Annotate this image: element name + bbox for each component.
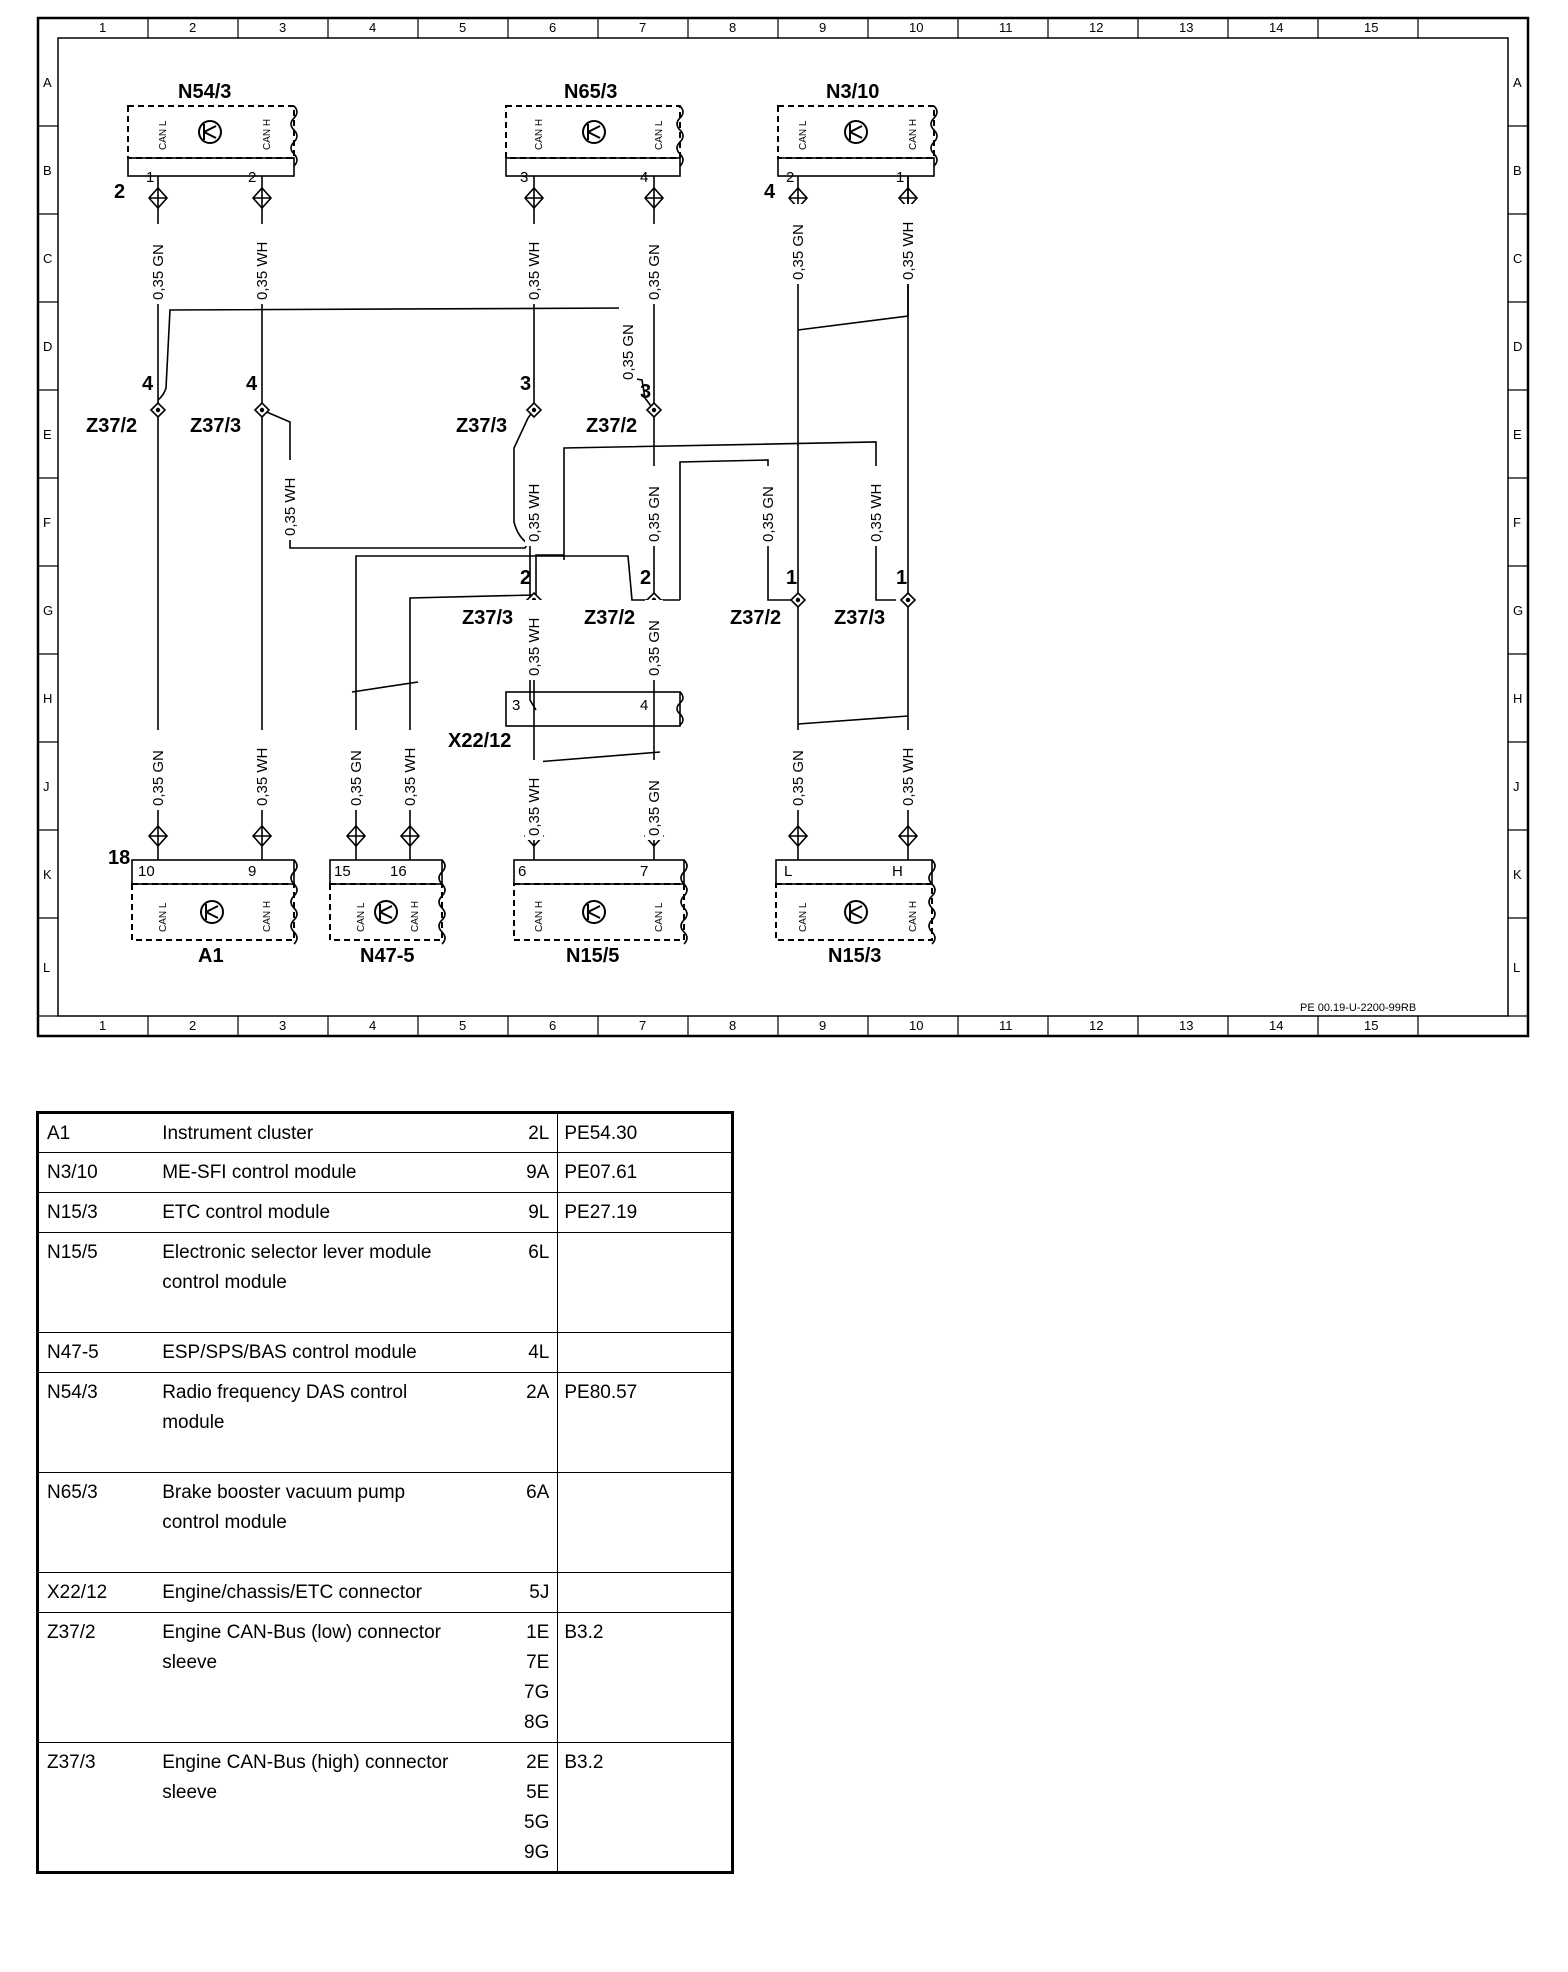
transistor-icon (199, 121, 221, 143)
legend-reference: PE07.61 (558, 1153, 733, 1193)
diagram-reference: PE 00.19-U-2200-99RB (1300, 1002, 1417, 1014)
legend-description (162, 1473, 496, 1573)
wire-label: 0,35 GN (646, 620, 663, 676)
can-label: CAN H (410, 900, 421, 932)
grid-row-label: H (43, 691, 53, 706)
pin-x22-4: 4 (640, 697, 649, 714)
wire-n47-gn (356, 556, 654, 860)
legend-row (38, 1153, 733, 1193)
grid-row-label: B (1513, 163, 1522, 178)
grid-column-label: 6 (549, 20, 557, 35)
grid-column-label: 1 (99, 20, 107, 35)
component-legend-table (36, 1111, 734, 1874)
grid-row-label: A (1513, 75, 1522, 90)
pin-n65-3: 3 (520, 169, 529, 186)
splice-pin-2e: 4 (246, 373, 258, 395)
can-label: CAN L (158, 120, 169, 150)
grid-column-label: 1 (99, 1018, 107, 1033)
grid-column-label: 3 (279, 20, 287, 35)
splice-label-5e: Z37/3 (456, 415, 508, 437)
splice-pin-7e: 3 (640, 381, 652, 403)
wire-label: 0,35 GN (646, 244, 663, 300)
can-label: CAN L (798, 902, 809, 932)
legend-location (496, 1613, 558, 1743)
legend-row (38, 1193, 733, 1233)
component-label-n15-5: N15/5 (566, 945, 620, 967)
splice-label-7e: Z37/2 (586, 415, 638, 437)
splice-icon (151, 403, 165, 417)
legend-location-line: 8G (524, 1712, 550, 1733)
legend-description-line: ETC control module (162, 1202, 331, 1223)
legend-location-line: 4L (528, 1342, 550, 1363)
grid-column-label: 7 (639, 20, 647, 35)
grid-column-label: 14 (1269, 1018, 1284, 1033)
legend-location-line: 7G (524, 1682, 550, 1703)
transistor-icon (845, 121, 867, 143)
grid-row-label: J (43, 779, 50, 794)
legend-location-line: 9A (526, 1162, 550, 1183)
wire-e1-branch (158, 308, 630, 400)
callout-n54: 2 (114, 181, 126, 203)
legend-location (496, 1193, 558, 1233)
legend-row (38, 1743, 733, 1873)
legend-code: N54/3 (38, 1373, 163, 1473)
wire-label: 0,35 WH (254, 241, 271, 300)
grid-row-label: L (43, 960, 51, 975)
legend-row (38, 1613, 733, 1743)
grid-column-label: 13 (1179, 1018, 1194, 1033)
component-label-n15-3: N15/3 (828, 945, 882, 967)
can-label: CAN L (356, 902, 367, 932)
wire-label: 0,35 GN (620, 324, 637, 380)
wire-bus-join (536, 555, 564, 600)
strip-a1 (132, 860, 294, 884)
grid-row-label: F (43, 515, 51, 530)
wire-n15-3-cross (798, 716, 908, 724)
grid-row-label: F (1513, 515, 1521, 530)
splice-icon (791, 593, 805, 607)
can-label: CAN L (654, 902, 665, 932)
legend-row (38, 1473, 733, 1573)
splice-pin-5e: 3 (520, 373, 532, 395)
legend-description (162, 1373, 496, 1473)
component-label-a1: A1 (198, 945, 224, 967)
splice-pin-1e: 4 (142, 373, 154, 395)
wire-n47-wh (410, 595, 534, 860)
component-label-x22-12: X22/12 (448, 730, 512, 752)
strip-n15-3 (776, 860, 932, 884)
legend-location-line: 2E (526, 1752, 550, 1773)
legend-code: N65/3 (38, 1473, 163, 1573)
wire-label: 0,35 WH (526, 777, 543, 836)
can-label: CAN L (158, 902, 169, 932)
pin-n15-5-6: 6 (518, 863, 527, 880)
legend-description-line: Engine CAN-Bus (high) connector (162, 1752, 449, 1773)
splice-label-8g: Z37/2 (730, 607, 782, 629)
legend-code: N15/5 (38, 1233, 163, 1333)
wire-label: 0,35 GN (790, 750, 807, 806)
grid-row-label: D (1513, 339, 1523, 354)
grid-column-label: 13 (1179, 20, 1194, 35)
splice-icon (901, 593, 915, 607)
wire-label: 0,35 WH (402, 747, 419, 806)
legend-location-line: 2A (526, 1382, 550, 1403)
wire-label: 0,35 WH (526, 241, 543, 300)
grid-column-label: 12 (1089, 1018, 1104, 1033)
splice-label-5g: Z37/3 (462, 607, 514, 629)
splice-label-7g: Z37/2 (584, 607, 636, 629)
legend-location-line: 6L (528, 1242, 550, 1263)
grid-row-label: B (43, 163, 52, 178)
legend-reference (558, 1473, 733, 1573)
pin-n15-3-h: H (892, 863, 903, 880)
legend-code: X22/12 (38, 1573, 163, 1613)
grid-column-label: 14 (1269, 20, 1284, 35)
wire-label: 0,35 GN (760, 486, 777, 542)
legend-description-line: Engine CAN-Bus (low) connector (162, 1622, 441, 1643)
splice-icon (527, 403, 541, 417)
legend-reference: B3.2 (558, 1743, 733, 1873)
squiggle-icon (681, 860, 687, 944)
grid-column-label: 11 (999, 1018, 1013, 1033)
grid-row-label: J (1513, 779, 1520, 794)
legend-description-line: control module (162, 1512, 287, 1533)
grid-column-label: 2 (189, 1018, 197, 1033)
legend-location (496, 1153, 558, 1193)
grid-column-label: 10 (909, 1018, 924, 1033)
strip-n3-10 (778, 158, 934, 176)
legend-location (496, 1473, 558, 1573)
callout-n3: 4 (764, 181, 776, 203)
grid-column-label: 11 (999, 20, 1013, 35)
legend-code: A1 (38, 1113, 163, 1153)
wire-label: 0,35 GN (150, 244, 167, 300)
grid-row-label: H (1513, 691, 1523, 706)
legend-row (38, 1373, 733, 1473)
grid-column-label: 2 (189, 20, 197, 35)
splice-label-1e: Z37/2 (86, 415, 138, 437)
wire-label: 0,35 GN (646, 780, 663, 836)
grid-row-label: G (43, 603, 54, 618)
legend-reference (558, 1233, 733, 1333)
grid-column-label: 9 (819, 1018, 827, 1033)
wire-bus-wh-upper (564, 442, 896, 600)
legend-description (162, 1573, 496, 1613)
pin-n15-5-7: 7 (640, 863, 649, 880)
grid-row-label: A (43, 75, 52, 90)
legend-code: Z37/3 (38, 1743, 163, 1873)
legend-reference: PE80.57 (558, 1373, 733, 1473)
grid-row-label: K (1513, 867, 1522, 882)
grid-column-label: 4 (369, 1018, 377, 1033)
legend-description (162, 1113, 496, 1153)
splice-label-2e: Z37/3 (190, 415, 242, 437)
legend-description (162, 1333, 496, 1373)
component-label-n54-3: N54/3 (178, 81, 232, 103)
box-n47-5 (330, 884, 442, 940)
wire-label: 0,35 WH (254, 747, 271, 806)
legend-reference: PE54.30 (558, 1113, 733, 1153)
legend-description (162, 1233, 496, 1333)
can-label: CAN L (798, 120, 809, 150)
grid-column-label: 8 (729, 1018, 737, 1033)
splice-pin-8g: 1 (786, 567, 798, 589)
grid-row-label: E (43, 427, 52, 442)
legend-description (162, 1153, 496, 1193)
grid-row-label: L (1513, 960, 1521, 975)
legend-description (162, 1193, 496, 1233)
legend-code: Z37/2 (38, 1613, 163, 1743)
wire-label: 0,35 WH (526, 617, 543, 676)
wire-label: 0,35 WH (526, 483, 543, 542)
can-label: CAN H (534, 118, 545, 150)
grid-columns-top (99, 18, 1418, 38)
grid-column-label: 3 (279, 1018, 287, 1033)
wire-x22-cross (536, 752, 660, 762)
legend-description-line: Electronic selector lever module (162, 1242, 432, 1263)
grid-column-label: 5 (459, 20, 467, 35)
grid-column-label: 5 (459, 1018, 467, 1033)
legend-row (38, 1113, 733, 1153)
legend-code: N15/3 (38, 1193, 163, 1233)
splice-icon (255, 403, 269, 417)
pin-n65-4: 4 (640, 169, 649, 186)
wire-label: 0,35 GN (348, 750, 365, 806)
can-label: CAN H (262, 900, 273, 932)
legend-code: N47-5 (38, 1333, 163, 1373)
grid-row-label: E (1513, 427, 1522, 442)
pin-n15-3-l: L (784, 863, 793, 880)
legend-description-line: ESP/SPS/BAS control module (162, 1342, 417, 1363)
legend-row (38, 1573, 733, 1613)
wire-label: 0,35 GN (790, 224, 807, 280)
legend-description (162, 1613, 496, 1743)
pin-x22-3: 3 (512, 697, 521, 714)
component-label-n65-3: N65/3 (564, 81, 618, 103)
legend-description-line: sleeve (162, 1652, 218, 1673)
legend-reference (558, 1333, 733, 1373)
legend-description-line: Instrument cluster (162, 1123, 314, 1144)
pin-n3-1: 1 (896, 169, 905, 186)
can-label: CAN H (262, 118, 273, 150)
splice-label-9g: Z37/3 (834, 607, 886, 629)
grid-row-label: G (1513, 603, 1524, 618)
pin-n47-15: 15 (334, 863, 351, 880)
legend-location (496, 1573, 558, 1613)
can-label: CAN H (908, 900, 919, 932)
splice-icon (647, 403, 661, 417)
splice-pin-5g: 2 (520, 567, 532, 589)
pin-a1-9: 9 (248, 863, 257, 880)
legend-code: N3/10 (38, 1153, 163, 1193)
grid-column-label: 9 (819, 20, 827, 35)
legend-reference: PE27.19 (558, 1193, 733, 1233)
legend-location (496, 1333, 558, 1373)
can-label: CAN L (654, 120, 665, 150)
grid-row-label: C (1513, 251, 1523, 266)
diagram-inner-frame (58, 38, 1508, 1016)
transistor-icon (845, 901, 867, 923)
grid-row-label: D (43, 339, 53, 354)
legend-description (162, 1743, 496, 1873)
can-label: CAN H (534, 900, 545, 932)
transistor-icon (201, 901, 223, 923)
legend-location-line: 9G (524, 1842, 550, 1863)
legend-reference: B3.2 (558, 1613, 733, 1743)
legend-reference (558, 1573, 733, 1613)
grid-column-label: 10 (909, 20, 924, 35)
transistor-icon (583, 121, 605, 143)
component-label-n3-10: N3/10 (826, 81, 880, 103)
grid-column-label: 8 (729, 20, 737, 35)
transistor-icon (583, 901, 605, 923)
legend-location-line: 6A (526, 1482, 550, 1503)
pin-a1-10: 10 (138, 863, 155, 880)
legend-location (496, 1113, 558, 1153)
pin-n3-2: 2 (786, 169, 795, 186)
legend-location-line: 1E (526, 1622, 550, 1643)
callout-a1: 18 (108, 847, 131, 869)
can-label: CAN H (908, 118, 919, 150)
wire-labels (149, 204, 917, 840)
legend-description-line: Radio frequency DAS control (162, 1382, 408, 1403)
legend-location-line: 5E (526, 1782, 550, 1803)
grid-rows-left (38, 75, 58, 1016)
legend-location-line: 5G (524, 1812, 550, 1833)
legend-location-line: 2L (528, 1123, 550, 1144)
grid-column-label: 12 (1089, 20, 1104, 35)
legend-location-line: 5J (529, 1582, 550, 1603)
wire-label: 0,35 WH (900, 221, 917, 280)
grid-column-label: 15 (1364, 20, 1379, 35)
legend-description-line: module (162, 1412, 225, 1433)
legend-row (38, 1333, 733, 1373)
legend-description-line: control module (162, 1272, 287, 1293)
shield-squiggles (291, 106, 937, 944)
wire-n3-cross (798, 176, 908, 330)
grid-column-label: 15 (1364, 1018, 1379, 1033)
transistor-icon (375, 901, 397, 923)
strip-n15-5 (514, 860, 684, 884)
legend-row (38, 1233, 733, 1333)
wire-bus-gn-upper (680, 460, 796, 600)
wire-label: 0,35 WH (282, 477, 299, 536)
legend-description-line: sleeve (162, 1782, 218, 1803)
pin-n47-16: 16 (390, 863, 407, 880)
grid-rows-right (1508, 75, 1528, 1016)
legend-description-line: Engine/chassis/ETC connector (162, 1582, 422, 1603)
legend-location-line: 7E (526, 1652, 550, 1673)
wire-label: 0,35 GN (150, 750, 167, 806)
component-label-n47-5: N47-5 (360, 945, 415, 967)
strip-n65-3 (506, 158, 680, 176)
splice-pin-7g: 2 (640, 567, 652, 589)
wire-n47-cross (352, 682, 418, 692)
legend-location (496, 1743, 558, 1873)
grid-column-label: 7 (639, 1018, 647, 1033)
wire-label: 0,35 WH (868, 483, 885, 542)
wire-label: 0,35 WH (900, 747, 917, 806)
wire-label: 0,35 GN (646, 486, 663, 542)
grid-columns-bottom (99, 1016, 1418, 1036)
legend-location (496, 1233, 558, 1333)
grid-column-label: 4 (369, 20, 377, 35)
legend-location-line: 9L (528, 1202, 550, 1223)
grid-row-label: C (43, 251, 53, 266)
legend-description-line: Brake booster vacuum pump (162, 1482, 406, 1503)
legend-location (496, 1373, 558, 1473)
grid-row-label: K (43, 867, 52, 882)
pin-n54-1: 1 (146, 169, 155, 186)
grid-column-label: 6 (549, 1018, 557, 1033)
pin-n54-2: 2 (248, 169, 257, 186)
legend-description-line: ME-SFI control module (162, 1162, 357, 1183)
splice-pin-9g: 1 (896, 567, 908, 589)
